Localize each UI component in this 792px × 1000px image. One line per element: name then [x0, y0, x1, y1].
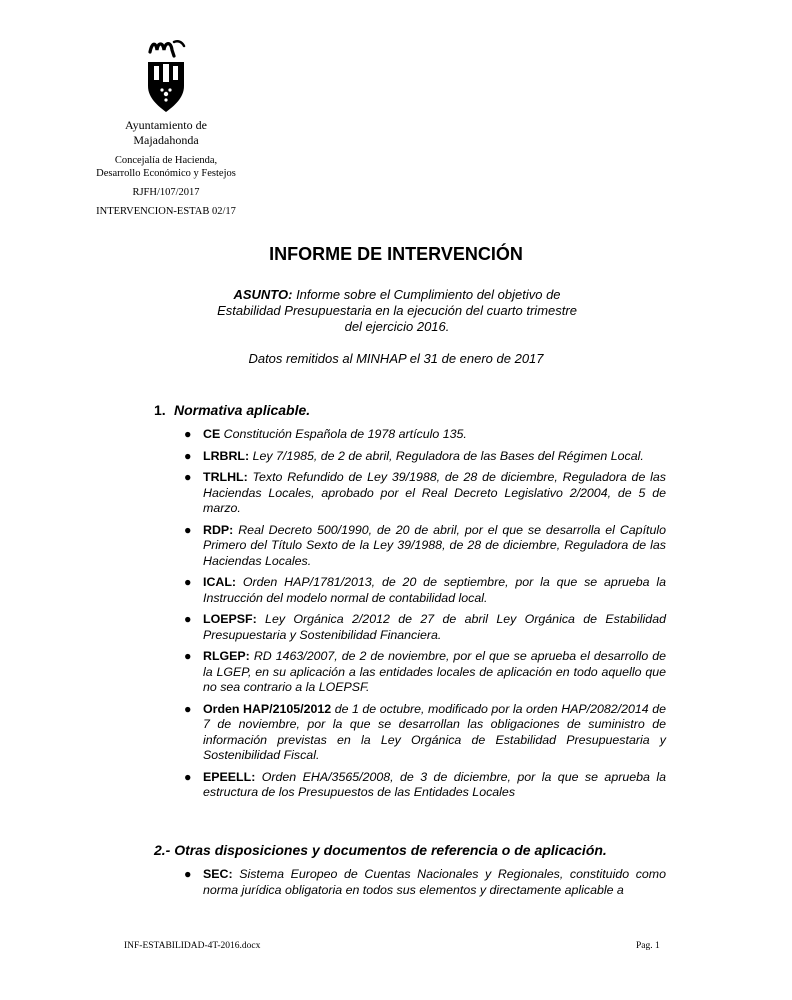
subject-label: ASUNTO: [233, 287, 293, 302]
item-term: CE [203, 427, 221, 441]
item-term: EPEELL: [203, 769, 256, 784]
bullet-icon: ● [184, 701, 192, 716]
item-desc: Ley 7/1985, de 2 de abril, Reguladora de las Bases del Régimen Local. [252, 448, 644, 463]
bullet-icon: ● [184, 867, 192, 881]
department-line1: Concejalía de Hacienda, [114, 155, 218, 166]
item-desc: de 1 de octubre, modificado por la orden HAP/2082/2014 de 7 de noviembre, por la que se desarrollan las obligaciones de suministro de información previstas en la Ley Orgánica de Estabilidad Presupuestaria y Sostenibilidad Fiscal. [203, 701, 666, 762]
item-desc: Real Decreto 500/1990, de 20 de abril, por el que se desarrolla el Capítulo Primero del Título Sexto de la Ley 39/1988, de 28 de diciembre, Reguladora de las Haciendas Locales. [203, 522, 666, 568]
footer-page-number: Pag. 1 [636, 941, 660, 951]
section-1-title: Normativa aplicable. [174, 402, 311, 418]
item-desc: Constitución Española de 1978 artículo 135. [223, 427, 467, 441]
item-term: LRBRL: [203, 448, 250, 463]
item-term: LOEPSF: [203, 612, 257, 626]
reference-code-1: RJFH/107/2017 [132, 187, 200, 198]
document-title: INFORME DE INTERVENCIÓN [269, 244, 523, 264]
other-documents-list [184, 867, 666, 904]
section-1-heading [154, 402, 310, 418]
reference-code-2: INTERVENCION-ESTAB 02/17 [96, 206, 236, 217]
letterhead [84, 36, 248, 218]
org-name-line2: Majadahonda [133, 133, 199, 147]
list-item [184, 770, 666, 801]
department-line2: Desarrollo Económico y Festejos [96, 168, 236, 179]
bullet-icon: ● [184, 448, 192, 463]
regulations-list [184, 427, 666, 807]
subject-text: Informe sobre el Cumplimiento del objetivo de Estabilidad Presupuestaria en la ejecución del cuarto trimestre del ejercicio 2016. [217, 287, 577, 334]
item-term: RDP: [203, 522, 234, 537]
item-desc: Sistema Europeo de Cuentas Nacionales y Regionales, constituido como norma jurídica obligatoria en todos sus elementos y directamente aplicable a [203, 867, 667, 897]
footer-filename: INF-ESTABILIDAD-4T-2016.docx [124, 941, 261, 951]
list-item [184, 523, 666, 570]
list-item [184, 470, 666, 517]
subject-block [210, 287, 584, 335]
municipal-crest-icon [144, 36, 188, 114]
data-submission-note: Datos remitidos al MINHAP el 31 de enero de 2017 [248, 351, 544, 366]
list-item [184, 449, 666, 465]
list-item [184, 649, 666, 696]
item-desc: Texto Refundido de Ley 39/1988, de 28 de diciembre, Reguladora de las Haciendas Locales, aprobado por el Real Decreto Legislativo 2/2004, de 5 de marzo. [203, 470, 666, 515]
item-term: TRLHL: [203, 470, 248, 484]
list-item [184, 427, 666, 443]
bullet-icon: ● [184, 575, 192, 589]
list-item [184, 575, 666, 606]
bullet-icon: ● [184, 427, 192, 441]
list-item [184, 867, 666, 898]
bullet-icon: ● [184, 649, 192, 663]
list-item [184, 702, 666, 764]
item-term: ICAL: [203, 575, 237, 589]
item-term: RLGEP: [203, 649, 250, 663]
item-term: Orden HAP/2105/2012 [203, 701, 332, 716]
bullet-icon: ● [184, 612, 192, 626]
section-2-heading: 2.- Otras disposiciones y documentos de referencia o de aplicación. [154, 842, 607, 858]
list-item [184, 612, 666, 643]
bullet-icon: ● [184, 769, 192, 784]
section-1-number: 1. [154, 402, 166, 418]
item-desc: Orden EHA/3565/2008, de 3 de diciembre, por la que se aprueba la estructura de los Presupuestos de las Entidades Locales [203, 769, 666, 799]
item-desc: Ley Orgánica 2/2012 de 27 de abril Ley Orgánica de Estabilidad Presupuestaria y Sostenibilidad Financiera. [203, 612, 666, 642]
bullet-icon: ● [184, 470, 192, 484]
item-desc: Orden HAP/1781/2013, de 20 de septiembre, por la que se aprueba la Instrucción del modelo normal de contabilidad local. [203, 575, 666, 605]
item-desc: RD 1463/2007, de 2 de noviembre, por el que se aprueba el desarrollo de la LGEP, en su aplicación a las entidades locales de aplicación en todo aquello que no sea contrario a la LOEPSF. [203, 649, 666, 694]
item-term: SEC: [203, 867, 233, 881]
bullet-icon: ● [184, 522, 192, 537]
org-name-line1: Ayuntamiento de [125, 118, 207, 132]
